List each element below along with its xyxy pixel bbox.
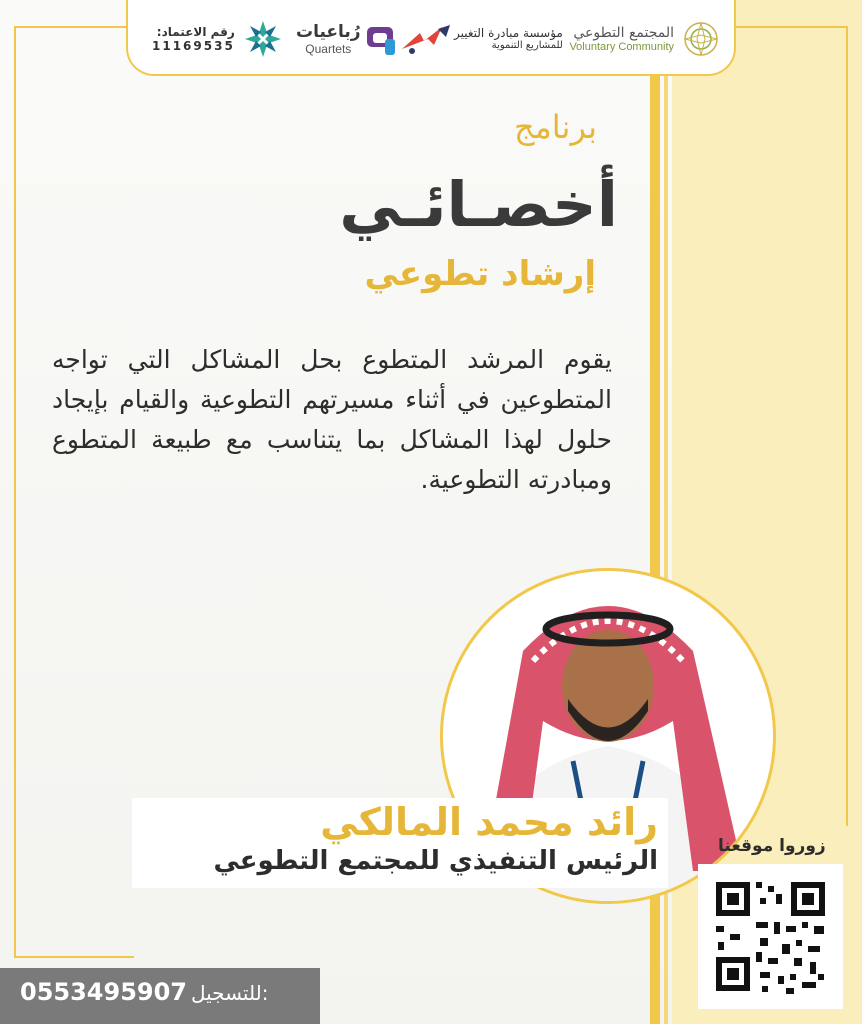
quartets-logo (296, 14, 399, 64)
program-description: يقوم المرشد المتطوع بحل المشاكل التي تواجه المتطوعين في أثناء مسيرتهم التطوعية والقيام بإيجاد حلول لهذا المشاكل بما يتناسب مع طبيعة المتطوع ومبادرته التطوعية. (52, 345, 612, 494)
registration-bar (0, 968, 320, 1024)
partner-logos-bar (126, 0, 736, 76)
program-title: أخصـائـي (339, 168, 618, 241)
frame-line-top-right (736, 26, 846, 28)
accreditation-block (152, 14, 283, 64)
program-prefix: برنامج (513, 108, 597, 146)
frame-line-left (14, 26, 16, 956)
registration-phone[interactable]: 0553495907 (20, 978, 187, 1006)
logo-quartets-ar: رُباعيات (296, 21, 361, 42)
program-subtitle: إرشاد تطوعي (364, 254, 596, 294)
logo-voluntary-ar: المجتمع التطوعي (573, 24, 674, 41)
logo-change-line2: للمشاريع التنموية (491, 40, 563, 52)
rosette-icon (682, 20, 720, 58)
speaker-name-box (132, 798, 668, 888)
qr-code[interactable] (698, 864, 843, 1009)
qr-code-icon (698, 864, 843, 1009)
change-initiative-logo (398, 14, 567, 64)
visit-site-label: زوروا موقعنا (718, 836, 826, 856)
logo-voluntary-en: Voluntary Community (569, 41, 674, 54)
voluntary-community-logo (569, 14, 720, 64)
logo-change-line1: مؤسسة مبادرة التغيير (454, 25, 563, 40)
accreditation-number: 11169535 (152, 39, 235, 54)
quartets-icon (365, 19, 399, 59)
accreditation-label: رقم الاعتماد: (156, 24, 235, 39)
registration-phone-line[interactable] (20, 978, 268, 1006)
speaker-role: الرئيس التنفيذي للمجتمع التطوعي (213, 846, 658, 876)
logo-quartets-en: Quartets (305, 42, 352, 57)
frame-line-top-left (14, 26, 126, 28)
frame-line-right (846, 26, 848, 826)
change-initiative-icon (398, 19, 454, 59)
speaker-name: رائد محمد المالكي (320, 800, 658, 844)
frame-line-bottom-left (14, 956, 134, 958)
ministry-star-icon (243, 19, 283, 59)
registration-label: للتسجيل: (191, 981, 269, 1005)
